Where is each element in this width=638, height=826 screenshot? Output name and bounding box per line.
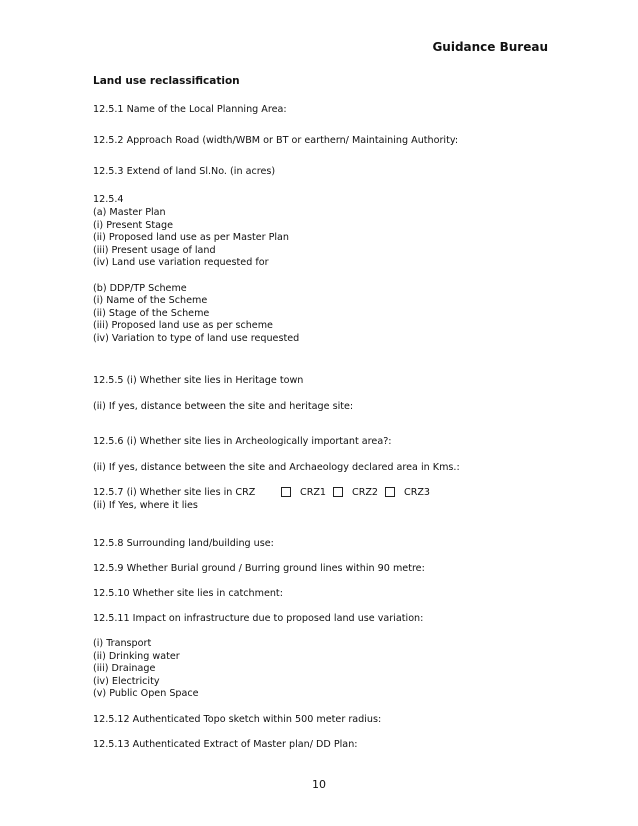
item-12-5-5-q2: (ii) If yes, distance between the site and heritage site: xyxy=(93,401,354,412)
crz2-label: CRZ2 xyxy=(352,487,379,498)
item-12-5-11-line: (iii) Drainage xyxy=(93,663,156,674)
item-12-5-6-q2: (ii) If yes, distance between the site and Archaeology declared area in Kms.: xyxy=(93,462,460,473)
item-12-5-11-line: (iv) Electricity xyxy=(93,676,160,687)
item-12-5-12: 12.5.12 Authenticated Topo sketch within 500 meter radius: xyxy=(93,714,382,725)
item-12-5-4-a-line: (iii) Present usage of land xyxy=(93,245,216,256)
header-label: Guidance Bureau xyxy=(432,40,548,54)
item-12-5-11-line: (ii) Drinking water xyxy=(93,651,180,662)
item-12-5-8: 12.5.8 Surrounding land/building use: xyxy=(93,538,274,549)
crz3-label: CRZ3 xyxy=(404,487,431,498)
item-12-5-11-heading: 12.5.11 Impact on infrastructure due to proposed land use variation: xyxy=(93,613,424,624)
item-12-5-4-b-line: (iii) Proposed land use as per scheme xyxy=(93,320,273,331)
item-12-5-7-q1: 12.5.7 (i) Whether site lies in CRZ xyxy=(93,487,256,498)
item-12-5-4-b-line: (i) Name of the Scheme xyxy=(93,295,208,306)
item-12-5-4-a-line: (ii) Proposed land use as per Master Plan xyxy=(93,232,290,243)
item-12-5-4-heading: 12.5.4 xyxy=(93,194,124,205)
item-12-5-10: 12.5.10 Whether site lies in catchment: xyxy=(93,588,283,599)
item-12-5-4-a-line: (iv) Land use variation requested for xyxy=(93,257,269,268)
item-12-5-6-q1: 12.5.6 (i) Whether site lies in Archeologically important area?: xyxy=(93,436,392,447)
item-12-5-4-b-line: (iv) Variation to type of land use requested xyxy=(93,333,300,344)
item-12-5-4-b-title: (b) DDP/TP Scheme xyxy=(93,283,187,294)
item-12-5-11-line: (v) Public Open Space xyxy=(93,688,199,699)
item-12-5-2: 12.5.2 Approach Road (width/WBM or BT or earthern/ Maintaining Authority: xyxy=(93,135,459,146)
item-12-5-1: 12.5.1 Name of the Local Planning Area: xyxy=(93,104,287,115)
item-12-5-5-q1: 12.5.5 (i) Whether site lies in Heritage town xyxy=(93,375,304,386)
item-12-5-4-b-line: (ii) Stage of the Scheme xyxy=(93,308,210,319)
crz1-checkbox[interactable] xyxy=(281,487,291,497)
page-number: 10 xyxy=(312,778,326,791)
item-12-5-9: 12.5.9 Whether Burial ground / Burring ground lines within 90 metre: xyxy=(93,563,425,574)
item-12-5-3: 12.5.3 Extend of land Sl.No. (in acres) xyxy=(93,166,276,177)
item-12-5-4-a-line: (i) Present Stage xyxy=(93,220,173,231)
crz2-checkbox[interactable] xyxy=(333,487,343,497)
item-12-5-7-q2: (ii) If Yes, where it lies xyxy=(93,500,198,511)
item-12-5-4-a-title: (a) Master Plan xyxy=(93,207,166,218)
crz3-checkbox[interactable] xyxy=(385,487,395,497)
item-12-5-13: 12.5.13 Authenticated Extract of Master plan/ DD Plan: xyxy=(93,739,358,750)
section-title: Land use reclassification xyxy=(93,75,240,87)
item-12-5-11-line: (i) Transport xyxy=(93,638,152,649)
crz1-label: CRZ1 xyxy=(300,487,327,498)
